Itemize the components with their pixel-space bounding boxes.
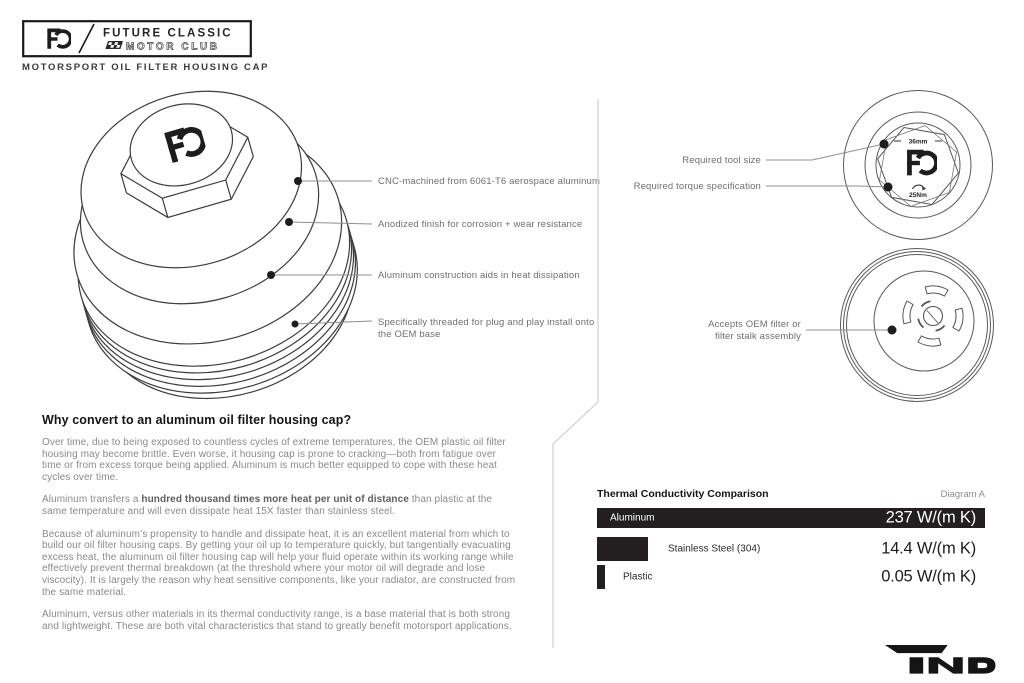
brand-name-line1: FUTURE CLASSIC	[103, 27, 233, 40]
bar-aluminum	[597, 508, 985, 528]
bar-row-stainless	[597, 537, 985, 561]
article-paragraph-3: Because of aluminum’s propensity to handle and dissipate heat, it is an excellent material from which to build our oil filter housing caps. By getting your oil up to temperature quickly, but tangentially evacuating excess heat, the aluminum oil filter housing cap will help your fluid operate within its working range while effectively prevent thermal breakdown (at the threshold where your motor oil will degrade and lose viscocity). It is largely the reason why heat sensitive components, like your radiator, are constructed from the same material.	[42, 528, 516, 598]
bar-value-aluminum: 237 W/(m K)	[885, 508, 976, 527]
callout-thread	[378, 317, 594, 340]
diagram-label: Diagram A	[940, 489, 985, 500]
chart-title: Thermal Conductivity Comparison	[597, 488, 769, 500]
para2-pre: Aluminum transfers a	[42, 494, 142, 506]
callout-material: CNC-machined from 6061-T6 aerospace aluminum	[378, 176, 601, 187]
brand-name-line2: MOTOR CLUB	[126, 41, 220, 53]
page-title: MOTORSPORT OIL FILTER HOUSING CAP	[22, 62, 270, 73]
article-paragraph-1: Over time, due to being exposed to countless cycles of extreme temperatures, the OEM plastic oil filter housing may become brittle. Even worse, it housing cap is prone to cracking—both from fatigue over time or from excess torque being applied. Aluminum is much better equipped to cope with these heat cycles over time.	[42, 437, 506, 483]
bottom-view-drawing	[828, 240, 1008, 412]
article-section	[42, 413, 516, 643]
torque-spec-label: 25Nm	[909, 192, 927, 199]
callout-oem-filter-line2: filter stalk assembly	[714, 330, 801, 342]
bar-label-plastic: Plastic	[623, 571, 653, 583]
para2-bold: hundred thousand times more heat per unit of distance	[141, 494, 409, 506]
bar-value-stainless: 14.4 W/(m K)	[881, 539, 976, 558]
tool-size-label: 36mm	[908, 138, 928, 146]
callout-oem-filter	[708, 319, 801, 342]
callout-thread-line2: the OEM base	[378, 328, 441, 340]
bar-label-aluminum: Aluminum	[610, 512, 655, 524]
bar-value-plastic: 0.05 W/(m K)	[881, 567, 976, 586]
para2-post: than plastic at the same temperature and will even dissipate heat 15X faster than stainless steel.	[42, 494, 493, 517]
thermal-conductivity-chart	[597, 488, 985, 593]
bar-row-plastic	[597, 565, 985, 589]
main-cap-drawing	[2, 42, 402, 412]
bar-label-stainless: Stainless Steel (304)	[668, 543, 761, 555]
callout-finish: Anodized finish for corrosion + wear resistance	[378, 219, 583, 230]
bar-row-aluminum	[597, 508, 985, 528]
callout-heat: Aluminum construction aids in heat dissipation	[378, 270, 580, 281]
bar-plastic	[597, 565, 605, 589]
article-paragraph-4: Aluminum, versus other materials in its thermal conductivity range, is a base material that is both strong and lightweight. These are both vital characteristics that stand to greatly benefit motorsport applications.	[42, 609, 512, 632]
article-heading: Why convert to an aluminum oil filter housing cap?	[42, 413, 352, 427]
article-paragraph-2	[42, 494, 516, 517]
center-bore	[924, 307, 943, 326]
callout-thread-line1: Specifically threaded for plug and play install onto	[378, 317, 595, 328]
top-view-drawing	[830, 82, 1006, 248]
bar-stainless	[597, 537, 648, 561]
callout-torque-spec: Required torque specification	[633, 181, 761, 192]
ind-logo	[880, 645, 1010, 675]
callout-oem-filter-line1: Accepts OEM filter or	[708, 319, 801, 330]
callout-tool-size: Required tool size	[682, 155, 761, 166]
